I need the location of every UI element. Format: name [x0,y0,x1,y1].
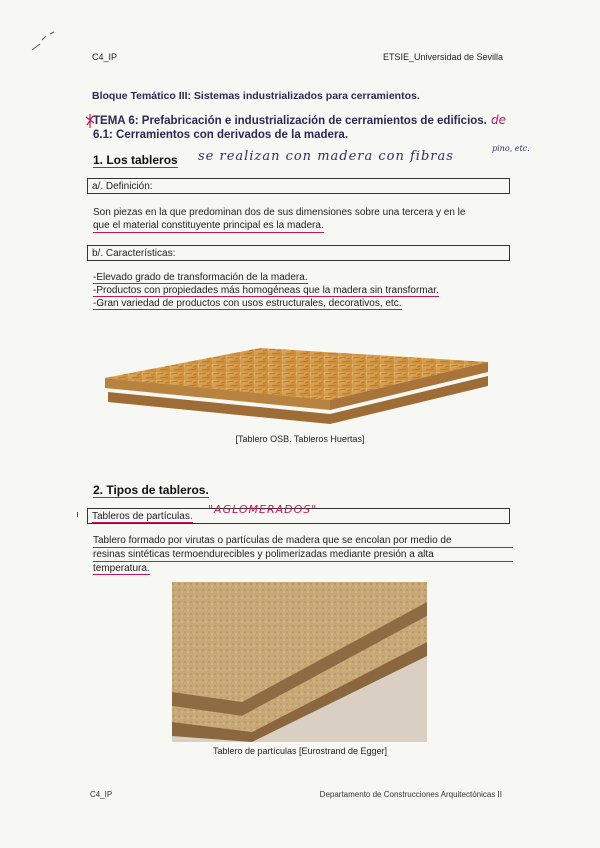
section1-heading: 1. Los tableros [93,153,178,167]
characteristics-label: b/. Características: [92,248,176,259]
particle-text-line-2: resinas sintéticas termoendurecibles y polimerizadas mediante presión a alta [93,548,513,562]
definition-line-1: Son piezas en la que predominan dos de sus dimensiones sobre una tercera y en le [93,207,466,218]
block-title: Bloque Temático III: Sistemas industrializados para cerramientos. [92,90,420,102]
characteristics-box [87,245,510,261]
tema-line-2: 6.1: Cerramientos con derivados de la madera. [93,129,349,141]
handwritten-side-note: pino, etc. [492,144,530,153]
particle-board-text [93,534,513,575]
handwritten-tableros-note: se realizan con madera con fibras [198,149,454,164]
definition-line-2: que el material constituyente principal es la madera. [93,220,324,231]
characteristic-3: -Gran variedad de productos con usos estructurales, decorativos, etc. [93,298,402,309]
particle-board-label: Tableros de partículas. [92,511,193,522]
definition-label: a/. Definición: [92,181,153,192]
handwritten-de: de [491,113,506,127]
particle-text-line-1: Tablero formado por virutas o partículas de madera que se encolan por medio de [93,534,513,548]
characteristics-list [93,271,513,310]
header-code: C4_IP [92,52,118,62]
definition-box [87,178,510,194]
particle-board-caption: Tablero de partículas [Eurostrand de Egger] [212,746,388,756]
footer-code: C4_IP [90,790,113,799]
osb-caption: [Tablero OSB. Tableros Huertas] [235,434,365,444]
definition-text [93,206,513,233]
particle-board-image [172,582,427,742]
tema-title [93,114,487,142]
handwritten-aglomerados: "AGLOMERADOS" [208,503,318,516]
header-institution: ETSIE_Universidad de Sevilla [382,52,503,62]
characteristic-2: -Productos con propiedades más homogéneas que la madera sin transformar. [93,285,439,296]
osb-board-image [100,340,495,430]
pen-mark-icon [30,30,60,55]
footer-department: Departamento de Construcciones Arquitectónicas II [319,790,502,799]
particle-text-line-3: temperatura. [93,563,150,574]
section2-heading: 2. Tipos de tableros. [93,483,209,497]
characteristic-1: -Elevado grado de transformación de la madera. [93,272,308,283]
margin-mark [77,512,81,517]
tema-line-1: TEMA 6: Prefabricación e industrialización de cerramientos de edificios. [93,115,487,127]
